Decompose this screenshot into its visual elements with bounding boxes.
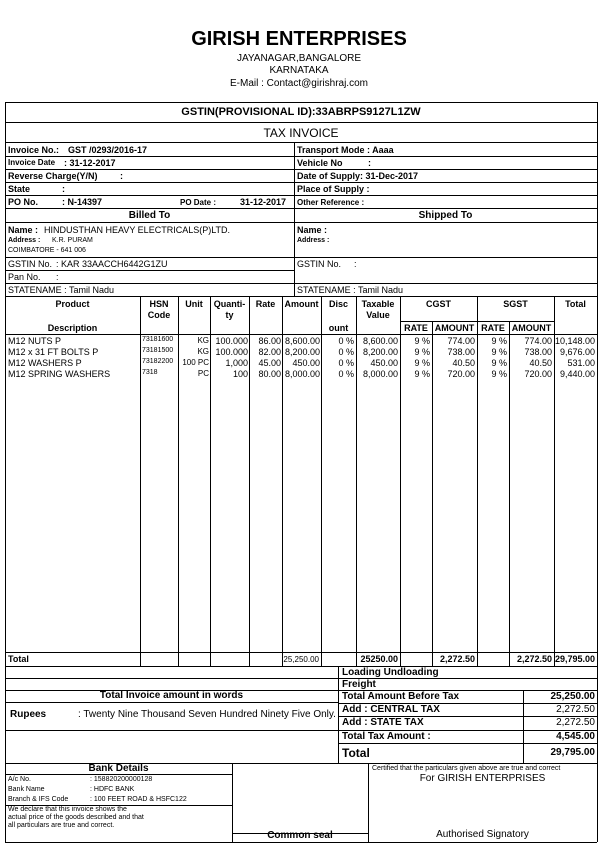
- cell-disc: 0 %: [338, 358, 354, 368]
- col-quantity-2: ty: [225, 310, 234, 320]
- bank-branch-label: Branch & IFS Code: [8, 796, 69, 803]
- bank-branch: : 100 FEET ROAD & HSFC122: [90, 796, 187, 803]
- cell-hsn: 73182200: [142, 358, 174, 365]
- col-hsn-code: Code: [147, 310, 171, 320]
- reverse-charge-label: Reverse Charge(Y/N): [8, 171, 98, 181]
- col-sgst-amount: AMOUNT: [511, 323, 552, 333]
- col-cgst: CGST: [425, 299, 451, 309]
- rule: [5, 334, 597, 335]
- po-date-label: PO Date :: [180, 198, 217, 207]
- loading-label: Loading Undloading: [342, 667, 439, 678]
- rule: [400, 321, 554, 322]
- pan-label: Pan No.: [8, 272, 41, 282]
- billed-name: HINDUSTHAN HEAVY ELECTRICALS(P)LTD.: [44, 225, 231, 235]
- rule: [5, 666, 597, 667]
- cell-qty: 100.000: [215, 336, 248, 346]
- cell-sgst-rate: 9 %: [491, 358, 507, 368]
- cell-rate: 86.00: [258, 336, 281, 346]
- cell-taxable: 450.00: [370, 358, 398, 368]
- cell-cgst-rate: 9 %: [414, 336, 430, 346]
- cell-unit: KG: [197, 347, 209, 356]
- cell-qty: 100.000: [215, 347, 248, 357]
- rule: [5, 257, 597, 258]
- bank-heading: Bank Details: [88, 763, 149, 774]
- certified-text: Certified that the particulars given above are true and correct: [372, 765, 561, 772]
- cell-amount: 8,600.00: [284, 336, 320, 346]
- rupees-label: Rupees: [10, 709, 47, 720]
- company-name: GIRISH ENTERPRISES: [191, 28, 407, 50]
- col-line: [140, 296, 141, 666]
- authorised-signatory: Authorised Signatory: [436, 829, 529, 840]
- cell-cgst-rate: 9 %: [414, 369, 430, 379]
- col-quantity: Quanti-: [213, 299, 246, 309]
- cell-taxable: 8,200.00: [362, 347, 398, 357]
- total-amount: 25,250.00: [283, 655, 319, 664]
- cell-desc: M12 NUTS P: [8, 336, 62, 346]
- cell-sgst-amt: 40.50: [529, 358, 552, 368]
- grand-total-label: Total: [342, 746, 370, 760]
- col-description: Description: [47, 323, 98, 333]
- words-heading: Total Invoice amount in words: [99, 690, 244, 701]
- state-value: :: [62, 184, 65, 194]
- billed-address-label: Address :: [8, 237, 41, 244]
- doc-title: TAX INVOICE: [263, 126, 339, 140]
- company-address: JAYANAGAR,BANGALORE: [236, 53, 362, 64]
- total-cgst: 2,272.50: [439, 654, 475, 664]
- rule: [5, 156, 597, 157]
- cell-total: 9,676.00: [559, 347, 595, 357]
- cell-desc: M12 WASHERS P: [8, 358, 82, 368]
- invoice-no-label: Invoice No.:: [8, 145, 60, 155]
- cell-total: 10,148.00: [554, 336, 595, 346]
- invoice-no: GST /0293/2016-17: [68, 145, 148, 155]
- col-discount-2: ount: [328, 323, 349, 333]
- cell-taxable: 8,600.00: [362, 336, 398, 346]
- before-tax-value: 25,250.00: [550, 691, 595, 702]
- cell-cgst-amt: 40.50: [452, 358, 475, 368]
- cell-amount: 8,200.00: [284, 347, 320, 357]
- rule: [5, 296, 597, 297]
- col-rate: Rate: [255, 299, 276, 309]
- cell-cgst-amt: 774.00: [447, 336, 475, 346]
- col-product: Product: [55, 299, 90, 309]
- col-cgst-rate: RATE: [404, 323, 428, 333]
- cell-disc: 0 %: [338, 347, 354, 357]
- rule: [5, 652, 597, 653]
- cell-sgst-amt: 774.00: [524, 336, 552, 346]
- cell-unit: PC: [197, 369, 209, 378]
- cell-amount: 450.00: [292, 358, 320, 368]
- shipped-name-label: Name :: [297, 225, 328, 235]
- declaration-3: all particulars are true and correct.: [8, 822, 115, 829]
- rule: [5, 678, 338, 679]
- col-taxable: Taxable: [361, 299, 395, 309]
- freight-label: Freight: [342, 679, 376, 690]
- cell-rate: 80.00: [258, 369, 281, 379]
- state-tax-value: 2,272.50: [556, 717, 595, 728]
- cell-rate: 82.00: [258, 347, 281, 357]
- col-taxable-2: Value: [366, 310, 390, 320]
- cell-total: 531.00: [567, 358, 595, 368]
- rule: [5, 195, 597, 196]
- reverse-charge: :: [120, 171, 123, 181]
- cell-unit: KG: [197, 336, 209, 345]
- cell-disc: 0 %: [338, 336, 354, 346]
- grand-total-value: 29,795.00: [550, 747, 595, 758]
- rule: [338, 678, 597, 679]
- billed-address-1: K.R. PURAM: [52, 237, 93, 244]
- gstin-header: GSTIN(PROVISIONAL ID):33ABRPS9127L1ZW: [181, 106, 421, 118]
- cell-desc: M12 SPRING WASHERS: [8, 369, 111, 379]
- po-date: 31-12-2017: [240, 197, 287, 207]
- pan-value: :: [56, 272, 59, 282]
- cell-hsn: 73181600: [142, 336, 174, 343]
- other-reference: Other Reference :: [297, 198, 365, 207]
- rule: [5, 702, 338, 703]
- total-tax-value: 4,545.00: [556, 731, 595, 742]
- billed-gstin: : KAR 33AACCH6442G1ZU: [56, 259, 168, 269]
- central-tax-label: Add : CENTRAL TAX: [342, 704, 440, 715]
- rule: [5, 142, 597, 143]
- cell-total: 9,440.00: [559, 369, 595, 379]
- shipped-gstin: :: [354, 259, 357, 269]
- rule: [5, 208, 597, 209]
- cell-desc: M12 x 31 FT BOLTS P: [8, 347, 99, 357]
- col-total: Total: [565, 299, 586, 309]
- bank-ac: : 158820200000128: [90, 776, 153, 783]
- cell-sgst-rate: 9 %: [491, 369, 507, 379]
- cell-sgst-amt: 738.00: [524, 347, 552, 357]
- state-tax-label: Add : STATE TAX: [342, 717, 424, 728]
- for-company: For GIRISH ENTERPRISES: [419, 773, 546, 784]
- invoice-date: : 31-12-2017: [64, 158, 116, 168]
- company-email: E-Mail : Contact@girishraj.com: [230, 78, 368, 89]
- grand-total-row: 29,795.00: [554, 654, 595, 664]
- col-discount: Disc: [328, 299, 348, 309]
- col-unit: Unit: [185, 299, 203, 309]
- cell-hsn: 7318: [142, 369, 158, 376]
- shipped-gstin-label: GSTIN No.: [297, 259, 342, 269]
- rule: [338, 743, 597, 744]
- rule: [5, 122, 597, 123]
- date-of-supply: Date of Supply: 31-Dec-2017: [297, 171, 419, 181]
- common-seal-label: Common seal: [267, 830, 333, 841]
- cell-cgst-rate: 9 %: [414, 347, 430, 357]
- rule: [5, 182, 597, 183]
- declaration-2: actual price of the goods described and that: [8, 814, 144, 821]
- po-no-label: PO No.: [8, 197, 39, 207]
- cell-amount: 8,000.00: [284, 369, 320, 379]
- vehicle-no-label: Vehicle No: [297, 158, 343, 168]
- cell-unit: 100 PC: [182, 358, 209, 367]
- summary-divider: [338, 730, 339, 763]
- shipped-statename: STATENAME : Tamil Nadu: [297, 285, 404, 295]
- bank-name: : HDFC BANK: [90, 786, 135, 793]
- shipped-to-heading: Shipped To: [418, 210, 473, 221]
- rule: [5, 169, 597, 170]
- before-tax-label: Total Amount Before Tax: [342, 691, 460, 702]
- bank-name-label: Bank Name: [8, 786, 45, 793]
- central-tax-value: 2,272.50: [556, 704, 595, 715]
- cell-qty: 100: [232, 369, 248, 379]
- cell-qty: 1,000: [225, 358, 248, 368]
- po-no: : N-14397: [62, 197, 103, 207]
- cell-cgst-rate: 9 %: [414, 358, 430, 368]
- summary-divider: [338, 666, 339, 730]
- cell-cgst-amt: 720.00: [447, 369, 475, 379]
- billed-name-label: Name :: [8, 225, 39, 235]
- total-sgst: 2,272.50: [516, 654, 552, 664]
- total-label: Total: [8, 654, 29, 664]
- rule: [5, 730, 338, 731]
- rule: [5, 270, 294, 271]
- amount-in-words: : Twenty Nine Thousand Seven Hundred Ninety Five Only.: [78, 709, 336, 720]
- col-hsn: HSN: [149, 299, 169, 309]
- cell-cgst-amt: 738.00: [447, 347, 475, 357]
- declaration-1: We declare that this invoice shows the: [8, 806, 127, 813]
- cell-disc: 0 %: [338, 369, 354, 379]
- billed-statename: STATENAME : Tamil Nadu: [8, 285, 115, 295]
- company-state: KARNATAKA: [269, 65, 329, 76]
- invoice-date-label: Invoice Date: [8, 158, 56, 167]
- bank-ac-label: A/c No.: [8, 776, 31, 783]
- state-label: State: [8, 184, 31, 194]
- col-sgst-rate: RATE: [481, 323, 505, 333]
- cell-sgst-amt: 720.00: [524, 369, 552, 379]
- col-cgst-amount: AMOUNT: [434, 323, 475, 333]
- frame-top: [5, 102, 597, 103]
- frame-bottom: [5, 842, 597, 843]
- rule: [5, 222, 597, 223]
- transport-mode: Transport Mode : Aaaa: [297, 145, 394, 155]
- billed-to-heading: Billed To: [128, 210, 171, 221]
- total-tax-label: Total Tax Amount :: [342, 731, 431, 742]
- cell-sgst-rate: 9 %: [491, 347, 507, 357]
- cell-sgst-rate: 9 %: [491, 336, 507, 346]
- billed-address-2: COIMBATORE - 641 006: [8, 247, 86, 254]
- cell-taxable: 8,000.00: [362, 369, 398, 379]
- col-sgst: SGST: [503, 299, 528, 309]
- cell-rate: 45.00: [258, 358, 281, 368]
- rule: [5, 774, 232, 775]
- cell-hsn: 73181500: [142, 347, 174, 354]
- total-taxable: 25250.00: [360, 654, 398, 664]
- vehicle-no: :: [368, 158, 371, 168]
- col-amount: Amount: [284, 299, 319, 309]
- place-of-supply: Place of Supply :: [297, 184, 370, 194]
- rule: [5, 283, 597, 284]
- billed-gstin-label: GSTIN No.: [8, 259, 53, 269]
- shipped-address-label: Address :: [297, 237, 330, 244]
